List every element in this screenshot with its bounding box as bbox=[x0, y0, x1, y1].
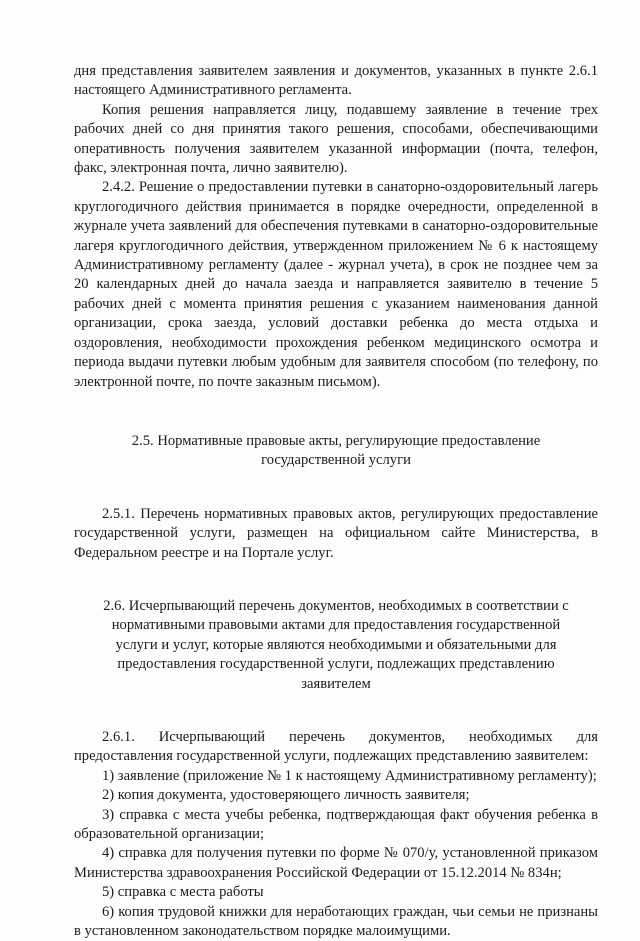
list-item: 4) справка для получения путевки по форме № 070/у, установленной приказом Министерства здравоохранения Российской Федерации от 15.12.2014 № 834н; bbox=[74, 845, 598, 881]
list-item: 5) справка с места работы bbox=[102, 884, 264, 901]
list-item: 6) копия трудовой книжки для неработающих граждан, чьи семьи не признаны в установленном законодательством порядке малоимущими. bbox=[74, 903, 598, 940]
list-item: 2) копия документа, удостоверяющего личность заявителя; bbox=[102, 787, 470, 804]
section-heading-2-6: 2.6. Исчерпывающий перечень документов, необходимых в соответствии с нормативными правовыми актами для предоставления государственной услуги и услуг, которые являются необходимыми и обязательными для предоставления государственной услуги, подлежащих представлению заявителем bbox=[103, 597, 569, 692]
list-item: 1) заявление (приложение № 1 к настоящему Административному регламенту); bbox=[102, 767, 597, 784]
paragraph-2-6-1: 2.6.1. Исчерпывающий перечень документов, необходимых для предоставления государственной услуги, подлежащих представлению заявителем: bbox=[74, 728, 598, 765]
list-item: 3) справка с места учебы ребенка, подтверждающая факт обучения ребенка в образовательной организации; bbox=[74, 806, 598, 842]
paragraph-2-4-2: 2.4.2. Решение о предоставлении путевки в санаторно-оздоровительный лагерь круглогодичного действия принимается в порядке очередности, определенной в журнале учета заявлений для обеспечения путевками в санаторно-оздоровительные лагеря круглогодичного действия, утвержденном приложением № 6 к настоящему Административному регламенту (далее - журнал учета), в срок не позднее чем за 20 календарных дней до начала заезда и направляется заявителю в течение 5 рабочих дней с момента принятия решения с указанием наименования данной организации, срока заезда, условий доставки ребенка до места отдыха и оздоровления, необходимости прохождения ребенком медицинского осмотра и периода выдачи путевки любым удобным для заявителя способом (по телефону, по электронной почте, по почте заказным письмом). bbox=[74, 179, 598, 390]
paragraph-continuation: дня представления заявителем заявления и документов, указанных в пункте 2.6.1 настоящего Административного регламента. bbox=[74, 63, 598, 99]
paragraph-decision-copy: Копия решения направляется лицу, подавшему заявление в течение трех рабочих дней со дня принятия такого решения, способами, обеспечивающими оперативность получения заявителем указанной информации (почта, телефон, факс, электронная почта, лично заявителю). bbox=[74, 101, 598, 177]
paragraph-2-5-1: 2.5.1. Перечень нормативных правовых актов, регулирующих предоставление государственной услуги, размещен на официальном сайте Министерства, в Федеральном реестре и на Портале услуг. bbox=[74, 505, 598, 561]
section-heading-2-5: 2.5. Нормативные правовые акты, регулирующие предоставление государственной услуги bbox=[131, 432, 541, 469]
